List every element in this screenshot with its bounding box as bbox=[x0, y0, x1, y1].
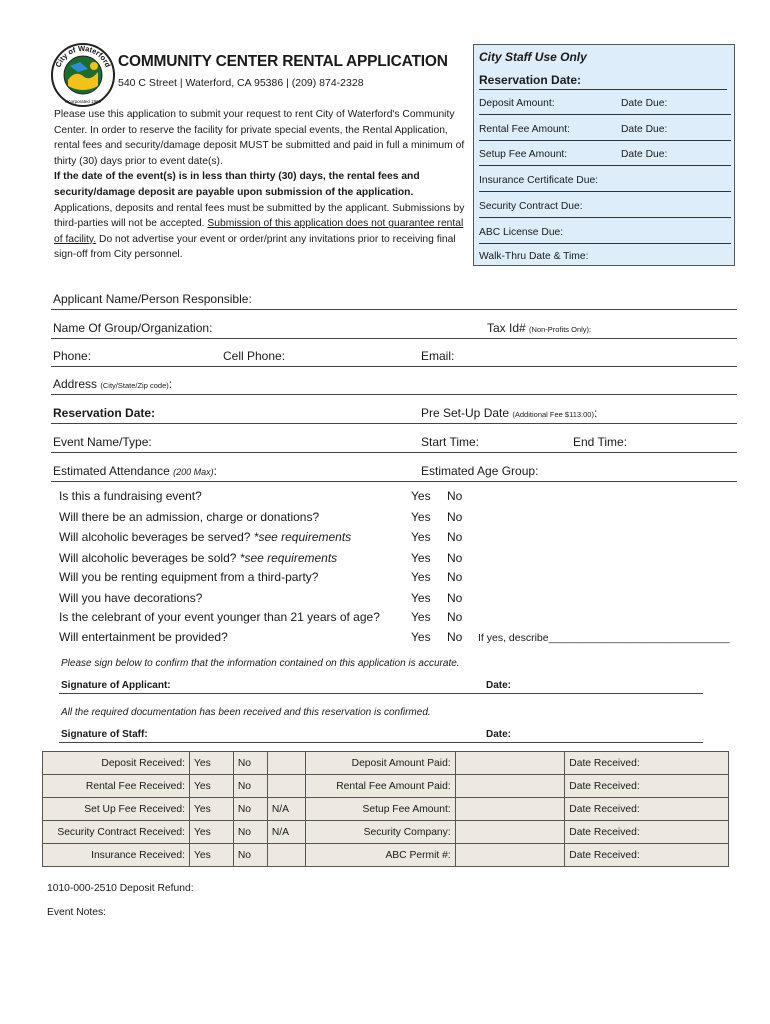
end-time-label: End Time: bbox=[573, 435, 628, 449]
staff-row-due: Date Due: bbox=[621, 149, 668, 160]
yes-option[interactable]: Yes bbox=[189, 798, 233, 821]
staff-row-due: Date Due: bbox=[621, 124, 668, 135]
advertising-notice: Do not advertise your event or order/print any invitations prior to receiving final sign-off from City personnel. bbox=[54, 233, 456, 261]
question-alcohol-sold: Will alcoholic beverages be sold? *see requirements bbox=[59, 551, 338, 565]
date-received-label[interactable]: Date Received: bbox=[565, 798, 729, 821]
yes-option[interactable]: Yes bbox=[189, 821, 233, 844]
event-name-row[interactable] bbox=[51, 433, 737, 453]
staff-row-security-contract[interactable] bbox=[479, 201, 731, 218]
age-group-label: Estimated Age Group: bbox=[421, 464, 539, 478]
deposit-amount-value[interactable] bbox=[455, 752, 565, 775]
no-option[interactable]: No bbox=[447, 551, 463, 565]
table-row bbox=[43, 844, 729, 867]
security-company-value[interactable] bbox=[455, 821, 565, 844]
staff-row-label: Rental Fee Amount: bbox=[479, 124, 571, 135]
event-notes-label: Event Notes: bbox=[47, 907, 106, 918]
staff-row-due: Date Due: bbox=[621, 98, 668, 109]
event-name-label: Event Name/Type: bbox=[53, 435, 152, 449]
na-option[interactable]: N/A bbox=[267, 821, 305, 844]
staff-signature-label: Signature of Staff: bbox=[61, 729, 148, 740]
na-option[interactable]: N/A bbox=[267, 798, 305, 821]
address-label: Address (City/State/Zip code): bbox=[53, 377, 173, 391]
table-row bbox=[43, 752, 729, 775]
rental-fee-received-label: Rental Fee Received: bbox=[43, 775, 190, 798]
date-received-label[interactable]: Date Received: bbox=[565, 821, 729, 844]
no-option[interactable]: No bbox=[447, 630, 463, 644]
yes-option[interactable]: Yes bbox=[411, 630, 431, 644]
no-option[interactable]: No bbox=[447, 591, 463, 605]
staff-date-label: Date: bbox=[486, 729, 512, 740]
no-option[interactable]: No bbox=[233, 821, 267, 844]
yes-option[interactable]: Yes bbox=[189, 775, 233, 798]
no-option[interactable]: No bbox=[233, 798, 267, 821]
staff-signature-field[interactable] bbox=[59, 726, 703, 743]
yes-option[interactable]: Yes bbox=[411, 510, 431, 524]
setup-fee-value[interactable] bbox=[455, 798, 565, 821]
question-alcohol-served: Will alcoholic beverages be served? *see requirements bbox=[59, 530, 352, 544]
reservation-date-row[interactable] bbox=[51, 404, 737, 424]
email-label: Email: bbox=[421, 349, 455, 363]
yes-option[interactable]: Yes bbox=[411, 489, 431, 503]
staff-row-insurance[interactable] bbox=[479, 175, 731, 192]
entertainment-describe-field[interactable]: If yes, describe_______________________________ bbox=[478, 632, 730, 644]
page-title: COMMUNITY CENTER RENTAL APPLICATION bbox=[118, 53, 448, 70]
staff-reservation-date[interactable]: Reservation Date: bbox=[479, 73, 727, 90]
rental-fee-paid-label: Rental Fee Amount Paid: bbox=[305, 775, 455, 798]
staff-use-box bbox=[473, 44, 735, 266]
no-guarantee-notice: Submission of this application does not guarantee rental of facility. bbox=[54, 218, 464, 245]
rental-fee-value[interactable] bbox=[455, 775, 565, 798]
no-option[interactable]: No bbox=[233, 752, 267, 775]
empty-cell bbox=[267, 844, 305, 867]
city-seal-logo bbox=[50, 42, 116, 108]
deposit-amount-paid-label: Deposit Amount Paid: bbox=[305, 752, 455, 775]
security-contract-received-label: Security Contract Received: bbox=[43, 821, 190, 844]
phone-label: Phone: bbox=[53, 349, 92, 363]
no-option[interactable]: No bbox=[447, 489, 463, 503]
date-received-label[interactable]: Date Received: bbox=[565, 844, 729, 867]
yes-option[interactable]: Yes bbox=[411, 591, 431, 605]
phone-field-row[interactable] bbox=[51, 347, 737, 367]
staff-row-abc-license[interactable] bbox=[479, 227, 731, 244]
no-option[interactable]: No bbox=[447, 570, 463, 584]
date-received-label[interactable]: Date Received: bbox=[565, 752, 729, 775]
date-received-label[interactable]: Date Received: bbox=[565, 775, 729, 798]
applicant-name-field[interactable] bbox=[51, 290, 737, 310]
empty-cell bbox=[267, 775, 305, 798]
question-admission: Will there be an admission, charge or donations? bbox=[59, 510, 320, 524]
yes-option[interactable]: Yes bbox=[411, 530, 431, 544]
group-label: Name Of Group/Organization: bbox=[53, 321, 213, 335]
attendance-label: Estimated Attendance (200 Max): bbox=[53, 464, 217, 478]
question-entertainment: Will entertainment be provided? bbox=[59, 630, 228, 644]
question-fundraising: Is this a fundraising event? bbox=[59, 489, 202, 503]
no-option[interactable]: No bbox=[233, 844, 267, 867]
applicant-name-label: Applicant Name/Person Responsible: bbox=[53, 292, 252, 306]
attendance-row[interactable] bbox=[51, 462, 737, 482]
yes-option[interactable]: Yes bbox=[411, 551, 431, 565]
applicant-signature-label: Signature of Applicant: bbox=[61, 680, 171, 691]
yes-option[interactable]: Yes bbox=[411, 570, 431, 584]
question-decorations: Will you have decorations? bbox=[59, 591, 203, 605]
pre-setup-label: Pre Set-Up Date (Additional Fee $113.00): bbox=[421, 406, 598, 420]
staff-row-label: Walk-Thru Date & Time: bbox=[479, 251, 589, 262]
address-field[interactable] bbox=[51, 375, 737, 395]
staff-row-label: Security Contract Due: bbox=[479, 201, 583, 212]
staff-row-label: Setup Fee Amount: bbox=[479, 149, 568, 160]
center-address: 540 C Street | Waterford, CA 95386 | (209) 874-2328 bbox=[118, 77, 364, 89]
question-third-party-equipment: Will you be renting equipment from a third-party? bbox=[59, 570, 319, 584]
table-row bbox=[43, 775, 729, 798]
no-option[interactable]: No bbox=[447, 530, 463, 544]
insurance-received-label: Insurance Received: bbox=[43, 844, 190, 867]
intro-paragraph-2 bbox=[54, 169, 472, 263]
applicant-date-label: Date: bbox=[486, 680, 512, 691]
office-use-table bbox=[42, 751, 729, 867]
no-option[interactable]: No bbox=[447, 510, 463, 524]
submission-rules: Applications, deposits and rental fees must be submitted by the applicant. Submissions by third-parties will not be accepted. bbox=[54, 202, 465, 230]
yes-option[interactable]: Yes bbox=[411, 610, 431, 624]
question-underage-celebrant: Is the celebrant of your event younger than 21 years of age? bbox=[59, 610, 380, 624]
staff-row-label: ABC License Due: bbox=[479, 227, 564, 238]
intro-paragraph-1: Please use this application to submit your request to rent City of Waterford's Community Center. In order to reserve the facility for private special events, the Rental Application, rental fees and security/damage deposit MUST be submitted and paid in full a minimum of thirty (30) days prior to event date(s). bbox=[54, 109, 465, 167]
abc-permit-label: ABC Permit #: bbox=[305, 844, 455, 867]
setup-fee-received-label: Set Up Fee Received: bbox=[43, 798, 190, 821]
tax-id-label: Tax Id# (Non-Profits Only): bbox=[487, 321, 592, 335]
deposit-refund-label: 1010-000-2510 Deposit Refund: bbox=[47, 883, 194, 894]
yes-option[interactable]: Yes bbox=[189, 752, 233, 775]
intro-text bbox=[54, 107, 472, 263]
staff-box-title: City Staff Use Only bbox=[479, 50, 587, 64]
no-option[interactable]: No bbox=[233, 775, 267, 798]
documentation-statement: All the required documentation has been received and this reservation is confirmed. bbox=[61, 707, 431, 718]
deposit-received-label: Deposit Received: bbox=[43, 752, 190, 775]
svg-text:City of Waterford: City of Waterford bbox=[53, 43, 113, 69]
empty-cell bbox=[267, 752, 305, 775]
no-option[interactable]: No bbox=[447, 610, 463, 624]
abc-permit-value[interactable] bbox=[455, 844, 565, 867]
staff-row-walk-thru[interactable] bbox=[479, 251, 731, 267]
setup-fee-amount-label: Setup Fee Amount: bbox=[305, 798, 455, 821]
reservation-date-label: Reservation Date: bbox=[53, 406, 156, 420]
security-company-label: Security Company: bbox=[305, 821, 455, 844]
yes-option[interactable]: Yes bbox=[189, 844, 233, 867]
group-field[interactable] bbox=[51, 319, 737, 339]
cell-phone-label: Cell Phone: bbox=[223, 349, 286, 363]
applicant-signature-field[interactable] bbox=[59, 677, 703, 694]
staff-row-setup-fee[interactable] bbox=[479, 149, 731, 166]
confirm-statement: Please sign below to confirm that the information contained on this application is accurate. bbox=[61, 658, 460, 669]
staff-row-label: Deposit Amount: bbox=[479, 98, 555, 109]
start-time-label: Start Time: bbox=[421, 435, 480, 449]
table-row bbox=[43, 821, 729, 844]
deadline-notice: If the date of the event(s) is in less than thirty (30) days, the rental fees and security/damage deposit are payable upon submission of the application. bbox=[54, 171, 420, 198]
staff-row-rental-fee[interactable] bbox=[479, 124, 731, 141]
table-row bbox=[43, 798, 729, 821]
staff-row-deposit[interactable] bbox=[479, 98, 731, 115]
svg-text:incorporated 1969: incorporated 1969 bbox=[64, 99, 102, 104]
staff-row-label: Insurance Certificate Due: bbox=[479, 175, 599, 186]
